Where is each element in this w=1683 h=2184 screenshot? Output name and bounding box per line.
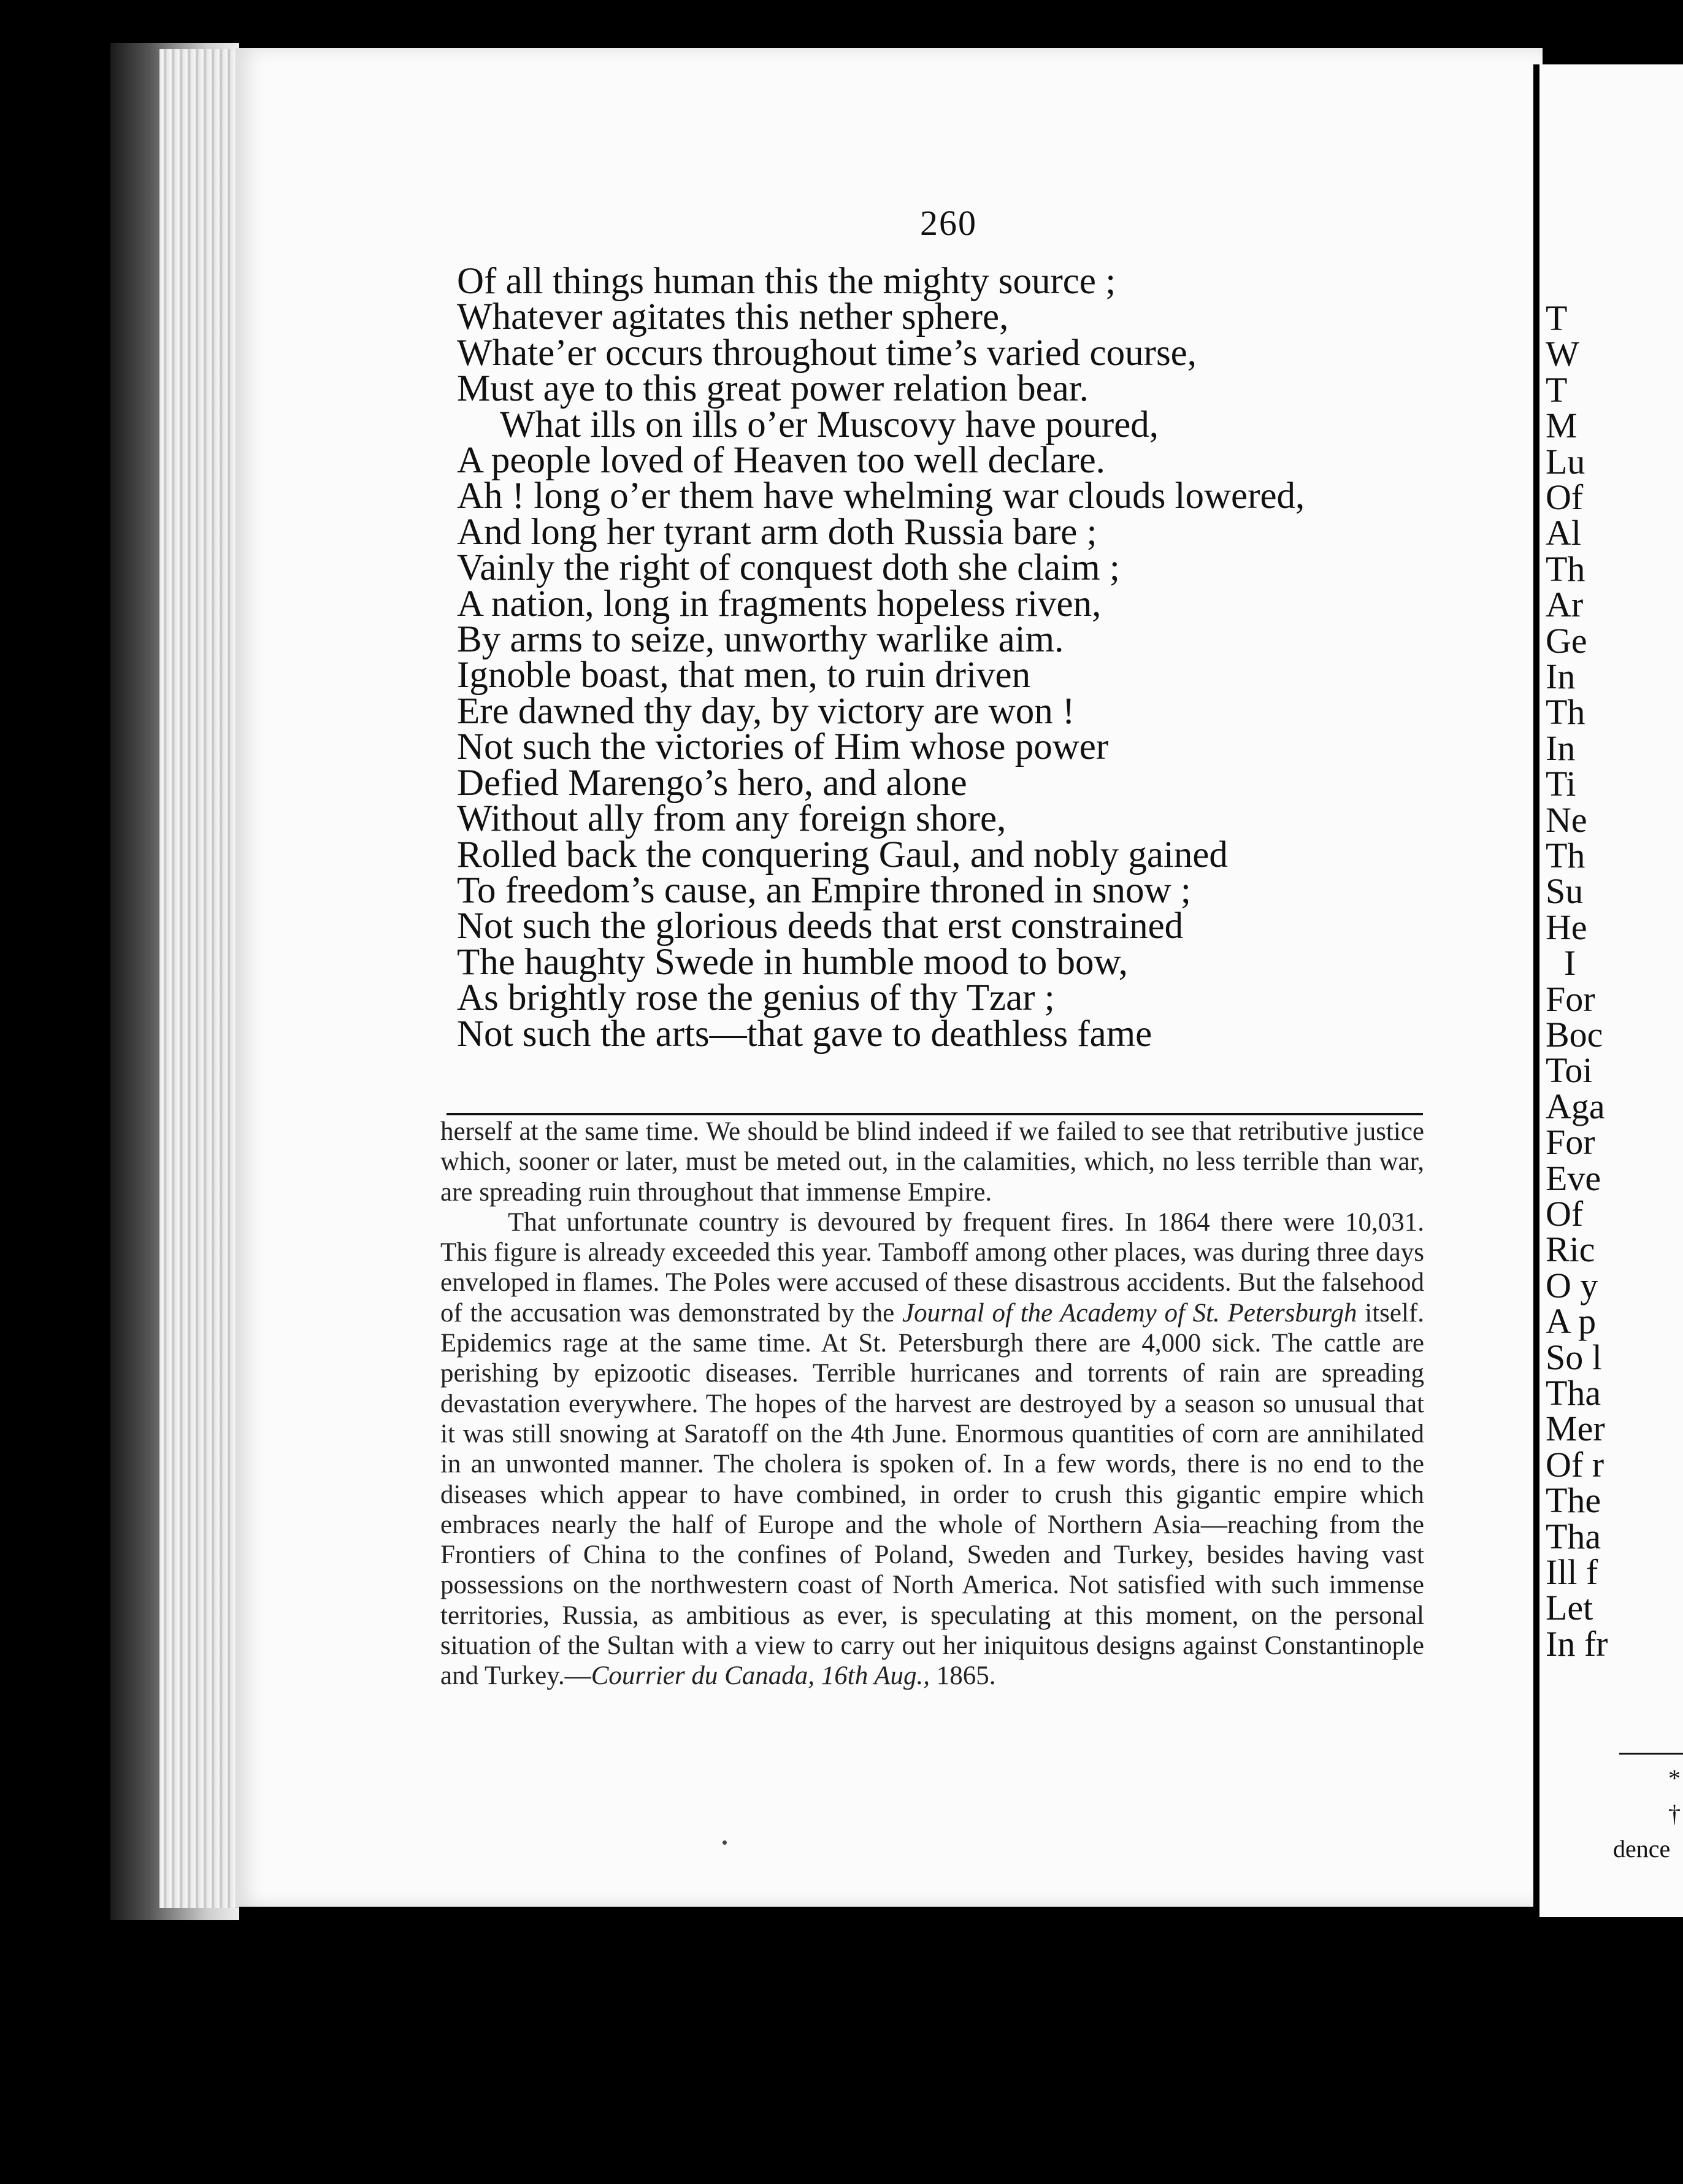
right-page-line-fragment: Th bbox=[1546, 836, 1585, 875]
right-page-line-fragment: Tha bbox=[1546, 1373, 1601, 1413]
poem-line: Of all things human this the mighty source ; bbox=[457, 261, 1116, 302]
right-page-line-fragment: Su bbox=[1546, 871, 1584, 912]
right-footnote-mark: * bbox=[1668, 1764, 1681, 1792]
right-page-line-fragment: M bbox=[1546, 406, 1578, 446]
citation-year: 1865. bbox=[929, 1661, 996, 1691]
right-page-line-fragment: Of r bbox=[1546, 1444, 1604, 1485]
poem-line: Rolled back the conquering Gaul, and nobly gained bbox=[457, 834, 1228, 875]
right-page-line-fragment: For bbox=[1546, 979, 1595, 1019]
right-page-line-fragment: Al bbox=[1546, 513, 1581, 553]
right-page-line-fragment: T bbox=[1546, 369, 1568, 410]
right-page-line-fragment: Ge bbox=[1546, 620, 1587, 661]
right-page-line-fragment: Of bbox=[1546, 1194, 1584, 1234]
poem-line: As brightly rose the genius of thy Tzar ; bbox=[457, 977, 1055, 1019]
right-page-line-fragment: W bbox=[1546, 334, 1579, 374]
poem-line: Ere dawned thy day, by victory are won ! bbox=[457, 690, 1075, 732]
poem-line: Not such the arts—that gave to deathless fame bbox=[457, 1013, 1152, 1055]
right-page-fragment bbox=[1533, 64, 1683, 1917]
right-page-line-fragment: In bbox=[1546, 656, 1576, 696]
poem-line: What ills on ills o’er Muscovy have poured, bbox=[500, 404, 1159, 445]
poem-line: Whatever agitates this nether sphere, bbox=[457, 296, 1009, 338]
poem-line: And long her tyrant arm doth Russia bare ; bbox=[457, 511, 1097, 553]
footnote-block bbox=[440, 1117, 1424, 1691]
page-edges bbox=[159, 49, 239, 1908]
right-page-line-fragment: Th bbox=[1546, 548, 1585, 589]
right-page-line-fragment: O y bbox=[1546, 1265, 1598, 1305]
right-footnote-word: dence bbox=[1613, 1835, 1671, 1863]
right-page-line-fragment: So l bbox=[1546, 1337, 1602, 1377]
right-page-line-fragment: The bbox=[1546, 1480, 1601, 1521]
poem-line: Not such the victories of Him whose power bbox=[457, 726, 1109, 768]
footnote-paragraph-2 bbox=[440, 1207, 1424, 1691]
poem-block bbox=[457, 261, 1500, 1055]
right-page-line-fragment: T bbox=[1546, 298, 1568, 338]
journal-title: Journal of the Academy of St. Petersburgh bbox=[902, 1298, 1357, 1328]
poem-line: Vainly the right of conquest doth she claim ; bbox=[457, 547, 1120, 589]
footnote-text: herself at the same time. We should be blind indeed if we failed to see that retributive justice which, sooner or later, must be meted out, in the calamities, which, no less terrible than war, are spreading ruin throughout that immense Empire. bbox=[440, 1117, 1424, 1207]
footnote-text: itself. Epidemics rage at the same time. At St. Petersburgh there are 4,000 sick. The cattle are perishing by epizootic diseases. Terrible hurricanes and torrents of rain are spreading devastation everywhere. The hopes of the harvest are destroyed by a season so unusual that it was still snowing at Saratoff on the 4th June. Enormous quantities of corn are annihilated in an unwonted manner. The cholera is spoken of. In a few words, there is no end to the diseases which appear to have combined, in order to crush this gigantic empire which embraces nearly the half of Europe and the whole of Northern Asia—reaching from the Frontiers of China to the confines of Poland, Sweden and Turkey, besides having vast possessions on the northwestern coast of North America. Not satisfied with such immense territories, Russia, as ambitious as ever, is speculating at this moment, on the personal situation of the Sultan with a view to carry out her iniquitous designs against Constantinople and Turkey.— bbox=[440, 1298, 1424, 1691]
footnote-text: That unfortunate country is devoured by frequent fires. In 1864 there were 10,031. This figure is already exceeded this year. Tamboff among other places, was during three days enveloped in flames. The Poles were accused of these disastrous accidents. But the falsehood of the accusation was demonstrated by the bbox=[440, 1207, 1424, 1328]
right-page-line-fragment: Ric bbox=[1546, 1229, 1595, 1270]
right-page-line-fragment: Lu bbox=[1546, 441, 1585, 482]
poem-line: Ignoble boast, that men, to ruin driven bbox=[457, 655, 1031, 696]
right-page-line-fragment: He bbox=[1546, 907, 1587, 947]
right-page-line-fragment: For bbox=[1546, 1122, 1595, 1163]
right-page-line-fragment: Ti bbox=[1546, 764, 1576, 804]
right-page-line-fragment: In bbox=[1546, 728, 1576, 768]
source-citation: Courrier du Canada, 16th Aug., bbox=[591, 1661, 930, 1691]
poem-line: To freedom’s cause, an Empire throned in snow ; bbox=[457, 869, 1191, 911]
poem-line: A people loved of Heaven too well declare. bbox=[457, 440, 1105, 482]
right-page-line-fragment: Aga bbox=[1546, 1086, 1605, 1126]
right-page-line-fragment: A p bbox=[1546, 1301, 1597, 1342]
poem-line: Must aye to this great power relation bear. bbox=[457, 368, 1089, 410]
poem-line: Whate’er occurs throughout time’s varied course, bbox=[457, 332, 1197, 374]
right-page-line-fragment: In fr bbox=[1546, 1623, 1608, 1664]
poem-line: By arms to seize, unworthy warlike aim. bbox=[457, 619, 1064, 661]
right-page-line-fragment: I bbox=[1564, 943, 1576, 983]
poem-line: Without ally from any foreign shore, bbox=[457, 798, 1006, 840]
poem-line: A nation, long in fragments hopeless riven, bbox=[457, 583, 1102, 625]
right-page-line-fragment: Tha bbox=[1546, 1516, 1601, 1556]
print-speck bbox=[723, 1840, 727, 1845]
footnote-rule bbox=[447, 1113, 1423, 1115]
right-page-line-fragment: Ne bbox=[1546, 799, 1587, 840]
right-footnote-mark: † bbox=[1668, 1800, 1681, 1828]
poem-line: Not such the glorious deeds that erst constrained bbox=[457, 906, 1184, 947]
right-page-line-fragment: Toi bbox=[1546, 1050, 1593, 1091]
right-page-line-fragment: Boc bbox=[1546, 1015, 1603, 1055]
poem-line: The haughty Swede in humble mood to bow, bbox=[457, 941, 1128, 983]
page-number: 260 bbox=[920, 203, 977, 243]
right-page-line-fragment: Eve bbox=[1546, 1158, 1601, 1198]
right-page-line-fragment: Let bbox=[1546, 1588, 1593, 1628]
right-page-line-fragment: Ar bbox=[1546, 585, 1584, 625]
footnote-paragraph-1 bbox=[440, 1117, 1424, 1207]
right-footnote-rule bbox=[1619, 1753, 1683, 1755]
right-page-line-fragment: Mer bbox=[1546, 1409, 1605, 1449]
poem-line: Ah ! long o’er them have whelming war clouds lowered, bbox=[457, 475, 1305, 517]
poem-line: Defied Marengo’s hero, and alone bbox=[457, 762, 967, 804]
right-page-line-fragment: Ill f bbox=[1546, 1552, 1598, 1592]
right-page-line-fragment: Of bbox=[1546, 477, 1584, 517]
right-page-line-fragment: Th bbox=[1546, 692, 1585, 732]
